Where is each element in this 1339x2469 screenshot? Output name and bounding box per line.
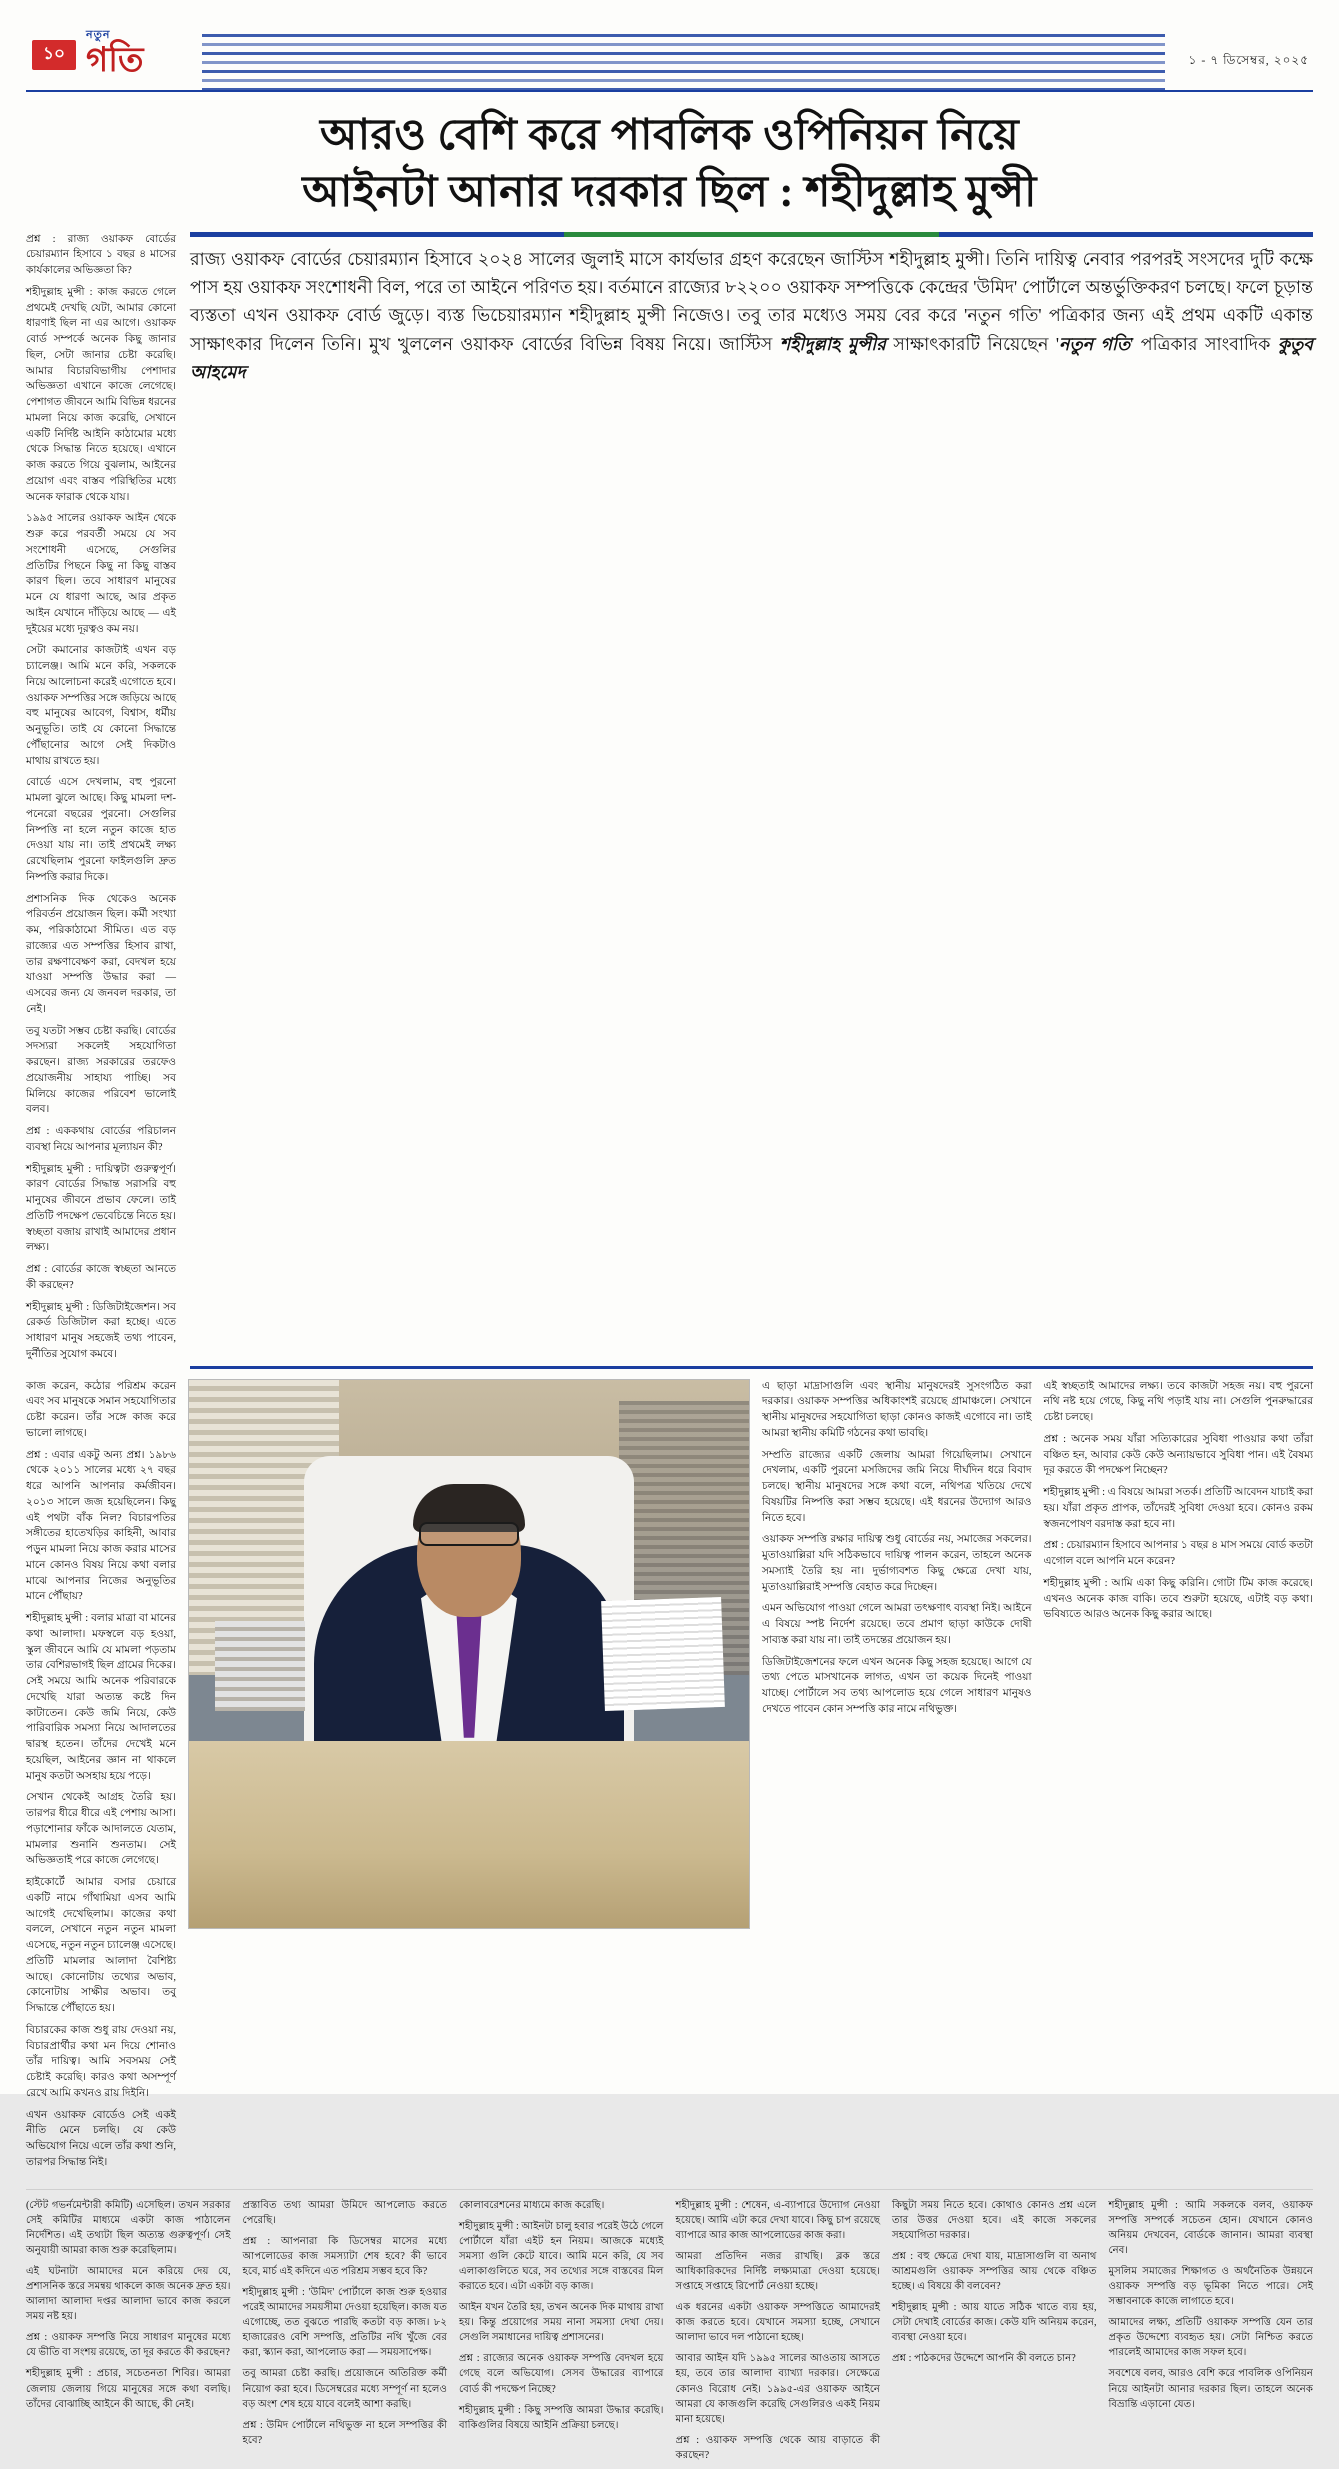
paragraph: এক ধরনের একটা ওয়াকফ সম্পত্তিতে আমাদেরই কাজ করতে হবে। যেখানে সমস্যা হচ্ছে, সেখানে আলাদা ভাবে দল পাঠানো হচ্ছে। — [676, 2300, 881, 2345]
paragraph: ওয়াকফ সম্পত্তি রক্ষার দায়িত্ব শুধু বোর্ডের নয়, সমাজের সকলের। মুতাওয়াল্লিরা যদি সঠিকভাবে দায়িত্ব পালন করেন, তাহলে অনেক সমস্যাই তৈরি হয় না। দুর্ভাগ্যবশত কিছু ক্ষেত্রে দেখা যায়, মুতাওয়াল্লিরাই সম্পত্তি বেহাত করে দিচ্ছেন। — [762, 1532, 1032, 1595]
paragraph: শহীদুল্লাহ মুন্সী : কিছু সম্পত্তি আমরা উদ্ধার করেছি। বাকিগুলির বিষয়ে আইনি প্রক্রিয়া চলছে। — [459, 2403, 664, 2433]
paragraph: শহীদুল্লাহ মুন্সী : প্রচার, সচেতনতা শিবির। আমরা জেলায় জেলায় গিয়ে মানুষের সঙ্গে কথা বলছি। তাঁদের বোঝাচ্ছি আইনে কী আছে, কী নেই। — [26, 2366, 231, 2411]
paragraph: প্রশ্ন : ওয়াকফ সম্পত্তি থেকে আয় বাড়াতে কী করছেন? — [676, 2433, 881, 2463]
paragraph: আমরা প্রতিদিন নজর রাখছি। ব্লক স্তরে আধিকারিকদের নির্দিষ্ট লক্ষ্যমাত্রা দেওয়া হয়েছে। সপ্তাহে সপ্তাহে রিপোর্ট নেওয়া হচ্ছে। — [676, 2249, 881, 2294]
paragraph: সম্প্রতি রাজ্যের একটি জেলায় আমরা গিয়েছিলাম। সেখানে দেখলাম, একটি পুরনো মসজিদের জমি নিয়ে দীর্ঘদিন ধরে বিবাদ চলছে। স্থানীয় মানুষদের সঙ্গে কথা বলে, নথিপত্র খতিয়ে দেখে বিষয়টির নিষ্পত্তি করা সম্ভব হয়েছে। এই ধরনের উদ্যোগ আরও নিতে হবে। — [762, 1448, 1032, 1527]
intro-text: রাজ্য ওয়াকফ বোর্ডের চেয়ারম্যান হিসাবে ২০২৪ সালের জুলাই মাসে কার্যভার গ্রহণ করেছেন জাস্টিস শহীদুল্লাহ মুন্সী। তিনি দায়িত্ব নেবার পরপরই সংসদের দুটি কক্ষে পাস হয় ওয়াকফ সংশোধনী বিল, পরে তা আইনে পরিণত হয়। বর্তমানে রাজ্যের ৮২২০০ ওয়াকফ সম্পত্তিকে কেন্দ্রের 'উমিদ' পোর্টালে অন্তর্ভুক্তিকরণ চলছে। ফলে চূড়ান্ত ব্যস্ততা এখন ওয়াকফ বোর্ড জুড়ে। ব্যস্ত ভিচেয়ারম্যান শহীদুল্লাহ মুন্সী নিজেও। তবু তার মধ্যেও সময় বের করে 'নতুন গতি' পত্রিকার জন্য এই প্রথম একটি একান্ত সাক্ষাৎকার দিলেন তিনি। মুখ খুললেন ওয়াকফ বোর্ডের বিভিন্ন বিষয় নিয়ে। জাস্টিস — [190, 249, 1313, 354]
paragraph: এ ছাড়া মাদ্রাসাগুলি এবং স্থানীয় মানুষদেরই সুসংগঠিত করা দরকার। ওয়াকফ সম্পত্তির অধিকাংশই রয়েছে গ্রামাঞ্চলে। সেখানে স্থানীয় মানুষদের সহযোগিতা ছাড়া কোনও কাজই এগোবে না। তাই আমরা স্থানীয় কমিটি গঠনের কথা ভাবছি। — [762, 1379, 1032, 1442]
paragraph: তবু আমরা চেষ্টা করছি। প্রয়োজনে অতিরিক্ত কর্মী নিয়োগ করা হবে। ডিসেম্বরের মধ্যে সম্পূর্ণ না হলেও বড় অংশ শেষ হয়ে যাবে বলেই আশা করছি। — [243, 2366, 448, 2411]
paragraph: প্রশ্ন : বোর্ডের কাজে স্বচ্ছতা আনতে কী করছেন? — [26, 1262, 176, 1294]
paragraph: সেখান থেকেই আগ্রহ তৈরি হয়। তারপর ধীরে ধীরে এই পেশায় আসা। পড়াশোনার ফাঁকে আদালতে যেতাম, মামলার শুনানি শুনতাম। সেই অভিজ্ঞতাই পরে কাজে লেগেছে। — [26, 1790, 176, 1869]
bottom-column-1 — [26, 2198, 231, 2469]
page-number-badge: ১০ — [32, 40, 76, 70]
paragraph: প্রস্তাবিত তথ্য আমরা উমিদে আপলোড করতে পেরেছি। — [243, 2198, 448, 2228]
masthead — [26, 18, 1313, 92]
newspaper-logo — [86, 30, 144, 77]
bottom-column-3 — [459, 2198, 664, 2469]
right-column-a — [762, 1379, 1032, 2177]
paragraph: (স্টেট গভর্নমেন্টারী কমিটি) এসেছিল। তখন সরকার সেই কমিটির মাধ্যমে একটা কাজ পাঠালেন নির্দেশিত। এই তথ্যটা ছিল অত্যন্ত গুরুত্বপূর্ণ। সেই অনুযায়ী আমরা কাজ শুরু করেছিলাম। — [26, 2198, 231, 2258]
paragraph: প্রশ্ন : উমিদ পোর্টালে নথিভুক্ত না হলে সম্পত্তির কী হবে? — [243, 2418, 448, 2448]
intro-emphasis-1: শহীদুল্লাহ মুন্সীর — [780, 334, 886, 354]
paragraph: তবু যতটা সম্ভব চেষ্টা করছি। বোর্ডের সদস্যরা সকলেই সহযোগিতা করছেন। রাজ্য সরকারের তরফেও প্রয়োজনীয় সাহায্য পাচ্ছি। সব মিলিয়ে কাজের পরিবেশ ভালোই বলব। — [26, 1024, 176, 1119]
mid-left-column — [26, 1379, 176, 2177]
paragraph: শহীদুল্লাহ মুন্সী : এ বিষয়ে আমরা সতর্ক। প্রতিটি আবেদন যাচাই করা হয়। যাঁরা প্রকৃত প্রাপক, তাঁদেরই সুবিধা দেওয়া হবে। কোনও রকম স্বজনপোষণ বরদাস্ত করা হবে না। — [1044, 1485, 1314, 1532]
paragraph: প্রশ্ন : বহু ক্ষেত্রে দেখা যায়, মাদ্রাসাগুলি বা অনাথ আশ্রমগুলি ওয়াকফ সম্পত্তির আয় থেকে বঞ্চিত হচ্ছে। এ বিষয়ে কী বলবেন? — [892, 2249, 1097, 2294]
paragraph: শহীদুল্লাহ মুন্সী : ডিজিটাইজেশন। সব রেকর্ড ডিজিটাল করা হচ্ছে। এতে সাধারণ মানুষ সহজেই তথ্য পাবেন, দুর্নীতির সুযোগ কমবে। — [26, 1300, 176, 1363]
paragraph: প্রশ্ন : রাজ্যের অনেক ওয়াকফ সম্পত্তি বেদখল হয়ে গেছে বলে অভিযোগ। সেসব উদ্ধারের ব্যাপারে বোর্ড কী পদক্ষেপ নিচ্ছে? — [459, 2351, 664, 2396]
paragraph: প্রশ্ন : আপনারা কি ডিসেম্বর মাসের মধ্যে আপলোডের কাজ সমস্যাটা শেষ হবে? কী ভাবে হবে, মার্চ এই কদিনে এত পরিশ্রম সম্ভব হবে কি? — [243, 2234, 448, 2279]
desk-surface — [189, 1741, 749, 1927]
paragraph: প্রশ্ন : এবার একটু অন্য প্রশ্ন। ১৯৮৬ থেকে ২০১১ সালের মধ্যে ২৭ বছর ধরে আপনি আপনার কর্মজীবন। ২০১৩ সালে জজ হয়েছিলেন। কিছু এই পথটা বাঁক নিল? বিচারপতির সঙ্গীতের হাতেখড়ির কাহিনী, আবার পড়ুন মামলা নিয়ে কাজ করার মাসের মানে কোনও বিষয় নিয়ে কথা বলার মাঝে আপনার নিজের অনুভূতির মানে পৌঁছায়? — [26, 1448, 176, 1606]
paragraph: আবার আইন যদি ১৯৯৫ সালের আওতায় আসতে হয়, তবে তার আলাদা ব্যাখ্যা দরকার। সেক্ষেত্রে কোনও বিরোধ নেই। ১৯৯৫-এর ওয়াকফ আইনে আমরা যে কাজগুলি করেছি সেগুলিরও একই নিয়ম মানা হয়েছে। — [676, 2351, 881, 2426]
logo-kicker: নতুন — [86, 30, 144, 41]
bottom-columns — [26, 2189, 1313, 2469]
paragraph: বিচারকের কাজ শুধু রায় দেওয়া নয়, বিচারপ্রার্থীর কথা মন দিয়ে শোনাও তাঁর দায়িত্ব। আমি সবসময় সেই চেষ্টাই করেছি। কারও কথা অসম্পূর্ণ রেখে আমি কখনও রায় দিইনি। — [26, 2023, 176, 2102]
mid-region — [26, 1379, 1313, 2177]
paragraph: ১৯৯৫ সালের ওয়াকফ আইন থেকে শুরু করে পরবর্তী সময়ে যে সব সংশোধনী এসেছে, সেগুলির প্রতিটির পিছনে কিছু না কিছু বাস্তব কারণ ছিল। তবে সাধারণ মানুষের মনে যে ধারণা আছে, আর প্রকৃত আইন যেখানে দাঁড়িয়ে আছে — এই দুইয়ের মধ্যে দূরত্বও কম নয়। — [26, 511, 176, 637]
paragraph: প্রশাসনিক দিক থেকেও অনেক পরিবর্তন প্রয়োজন ছিল। কর্মী সংখ্যা কম, পরিকাঠামো সীমিত। এত বড় রাজ্যের এত সম্পত্তির হিসাব রাখা, তার রক্ষণাবেক্ষণ করা, বেদখল হয়ে যাওয়া সম্পত্তি উদ্ধার করা — এসবের জন্য যে জনবল দরকার, তা নেই। — [26, 892, 176, 1018]
top-block — [26, 232, 1313, 1369]
paragraph: শহীদুল্লাহ মুন্সী : বলার মাত্রা বা মানের কথা আলাদা। মফস্বলে বড় হওয়া, স্কুল জীবনে আমি যে মামলা পড়তাম তার বেশিরভাগই ছিল গ্রামের দিকের। সেই সময়ে আমি অনেক পরিবারকে দেখেছি যারা অত্যন্ত কষ্টে দিন কাটাতেন। কেউ জমি নিয়ে, কেউ পারিবারিক সমস্যা নিয়ে আদালতের দ্বারস্থ হতেন। তাঁদের দেখেই মনে হয়েছিল, আইনের জ্ঞান না থাকলে মানুষ কতটা অসহায় হয়ে পড়ে। — [26, 1611, 176, 1784]
intro-text-3: ' পত্রিকার সাংবাদিক — [1130, 334, 1278, 354]
paragraph: আইন যখন তৈরি হয়, তখন অনেক দিক মাথায় রাখা হয়। কিন্তু প্রয়োগের সময় নানা সমস্যা দেখা দেয়। সেগুলি সমাধানের দায়িত্ব প্রশাসনের। — [459, 2300, 664, 2345]
paragraph: কিছুটা সময় নিতে হবে। কোথাও কোনও প্রশ্ন এলে তার উত্তর দেওয়া হবে। এই কাজে সকলের সহযোগিতা দরকার। — [892, 2198, 1097, 2243]
headline-line-1: আরও বেশি করে পাবলিক ওপিনিয়ন নিয়ে — [320, 112, 1019, 159]
paragraph: প্রশ্ন : অনেক সময় যাঁরা সত্যিকারের সুবিধা পাওয়ার কথা তাঁরা বঞ্চিত হন, আবার কেউ কেউ অন্যায়ভাবে সুবিধা পান। এই বৈষম্য দূর করতে কী পদক্ষেপ নিচ্ছেন? — [1044, 1432, 1314, 1479]
paragraph: এই স্বচ্ছতাই আমাদের লক্ষ্য। তবে কাজটা সহজ নয়। বহু পুরনো নথি নষ্ট হয়ে গেছে, কিছু নথি পড়াই যায় না। সেগুলি পুনরুদ্ধারের চেষ্টা চলছে। — [1044, 1379, 1314, 1426]
paragraph: শহীদুল্লাহ মুন্সী : দায়িত্বটা গুরুত্বপূর্ণ। কারণ বোর্ডের সিদ্ধান্ত সরাসরি বহু মানুষের জীবনে প্রভাব ফেলে। তাই প্রতিটি পদক্ষেপ ভেবেচিন্তে নিতে হয়। স্বচ্ছতা বজায় রাখাই আমাদের প্রধান লক্ষ্য। — [26, 1162, 176, 1257]
interview-photo — [188, 1379, 750, 1929]
paragraph: এখন ওয়াকফ বোর্ডেও সেই একই নীতি মেনে চলছি। যে কেউ অভিযোগ নিয়ে এলে তাঁর কথা শুনি, তারপর সিদ্ধান্ত নিই। — [26, 2108, 176, 2171]
paragraph: শহীদুল্লাহ মুন্সী : আমি সকলকে বলব, ওয়াকফ সম্পত্তি সম্পর্কে সচেতন হোন। যেখানে কোনও অনিয়ম দেখবেন, বোর্ডকে জানান। আমরা ব্যবস্থা নেব। — [1109, 2198, 1314, 2258]
dateline: ১ - ৭ ডিসেম্বর, ২০২৫ — [1189, 52, 1309, 72]
paragraph: হাইকোর্টে আমার বসার চেয়ারে একটি নামে গাঁথামিয়া এসব আমি আগেই দেখেছিলাম। কাজের কথা বললে, সেখানে নতুন নতুন মামলা এসেছে, নতুন নতুন চ্যালেঞ্জ এসেছে। প্রতিটি মামলার আলাদা বৈশিষ্ট্য আছে। কোনোটায় তথ্যের অভাব, কোনোটায় সাক্ষীর অভাব। তবু সিদ্ধান্তে পৌঁছাতে হয়। — [26, 1875, 176, 2017]
intro-standfirst — [190, 232, 1313, 1369]
paragraph: শহীদুল্লাহ মুন্সী : আইনটা চালু হবার পরেই উঠে গেলে পোর্টালে যাঁরা এইট হন নিয়ম। আজকে মধ্যেই সমস্যা গুলি কেটে যাবে। আমি মনে করি, যে সব এলাকাগুলিতে ঘরে, সব তথ্যের সঙ্গে বাস্তবের মিল করাতে হবে। এটা একটা বড় কাজ। — [459, 2219, 664, 2294]
intro-emphasis-3: কুতুব আহমেদ — [190, 334, 1313, 382]
bottom-column-6 — [1109, 2198, 1314, 2469]
paragraph: কোলাবরেশনের মাধ্যমে কাজ করেছি। — [459, 2198, 664, 2213]
right-columns-wrap — [762, 1379, 1313, 2177]
paragraph: আমাদের লক্ষ্য, প্রতিটি ওয়াকফ সম্পত্তি যেন তার প্রকৃত উদ্দেশ্যে ব্যবহৃত হয়। সেটা নিশ্চিত করতে পারলেই আমাদের কাজ সফল হবে। — [1109, 2315, 1314, 2360]
left-column-top — [26, 232, 176, 1369]
paper-stack — [601, 1597, 725, 1711]
paragraph: এমন অভিযোগ পাওয়া গেলে আমরা তৎক্ষণাৎ ব্যবস্থা নিই। আইনে এ বিষয়ে স্পষ্ট নির্দেশ রয়েছে। তবে প্রমাণ ছাড়া কাউকে দোষী সাব্যস্ত করা যায় না। তাই তদন্তের প্রয়োজন হয়। — [762, 1601, 1032, 1648]
bottom-column-5 — [892, 2198, 1097, 2469]
paragraph: প্রশ্ন : রাজ্য ওয়াকফ বোর্ডের চেয়ারম্যান হিসাবে ১ বছর ৪ মাসের কার্যকালের অভিজ্ঞতা কি? — [26, 232, 176, 279]
bottom-column-2 — [243, 2198, 448, 2469]
logo-wordmark: গতি — [86, 43, 144, 77]
paragraph: বোর্ডে এসে দেখলাম, বহু পুরনো মামলা ঝুলে আছে। কিছু মামলা দশ-পনেরো বছরের পুরনো। সেগুলির নিষ্পত্তি না হলে নতুন কাজে হাত দেওয়া যায় না। তাই প্রথমেই লক্ষ্য রেখেছিলাম পুরনো ফাইলগুলি দ্রুত নিষ্পত্তি করার দিকে। — [26, 775, 176, 885]
paragraph: ডিজিটাইজেশনের ফলে এখন অনেক কিছু সহজ হয়েছে। আগে যে তথ্য পেতে মাসখানেক লাগত, এখন তা কয়েক দিনেই পাওয়া যাচ্ছে। পোর্টালে সব তথ্য আপলোড হয়ে গেলে সাধারণ মানুষও দেখতে পাবেন কোন সম্পত্তি কার নামে নথিভুক্ত। — [762, 1655, 1032, 1718]
paragraph: শহীদুল্লাহ মুন্সী : শেষেন, এ-ব্যাপারে উদ্যোগ নেওয়া হয়েছে। আমি এটা করে দেখা যাবে। কিছু চাপ রয়েছে ব্যাপারে আর কাজ আপলোডের কাজ করা। — [676, 2198, 881, 2243]
bottom-column-4 — [676, 2198, 881, 2469]
glasses-icon — [419, 1522, 519, 1546]
paragraph: শহীদুল্লাহ মুন্সী : কাজ করতে গেলে প্রথমেই দেখছি যেটা, আমার কোনো ধারণাই ছিল না এর আগে। ওয়াকফ বোর্ড সম্পর্কে অনেক কিছু জানার ছিল, সেটা জানার চেষ্টা করেছি। আমার বিচারবিভাগীয় পেশাদার অভিজ্ঞতা এখানে কাজে লেগেছে। পেশাগত জীবনে আমি বিভিন্ন ধরনের মামলা নিয়ে কাজ করেছি, সেখানে একটি নির্দিষ্ট আইনি কাঠামোর মধ্যে থেকে সিদ্ধান্ত নিতে হয়েছে। এখানে কাজ করতে গিয়ে বুঝলাম, আইনের প্রয়োগ এবং বাস্তব পরিস্থিতির মধ্যে অনেক ফারাক থেকে যায়। — [26, 285, 176, 506]
book-stack — [215, 1621, 305, 1711]
paragraph: শহীদুল্লাহ মুন্সী : আয় যাতে সঠিক খাতে ব্যয় হয়, সেটা দেখাই বোর্ডের কাজ। কেউ যদি অনিয়ম করেন, ব্যবস্থা নেওয়া হবে। — [892, 2300, 1097, 2345]
paragraph: প্রশ্ন : ওয়াকফ সম্পত্তি নিয়ে সাধারণ মানুষের মধ্যে যে ভীতি বা সংশয় রয়েছে, তা দূর করতে কী করছেন? — [26, 2330, 231, 2360]
paragraph: সেটা কমানোর কাজটাই এখন বড় চ্যালেঞ্জ। আমি মনে করি, সকলকে নিয়ে আলোচনা করেই এগোতে হবে। ওয়াকফ সম্পত্তির সঙ্গে জড়িয়ে আছে বহু মানুষের আবেগ, বিশ্বাস, ধর্মীয় অনুভূতি। তাই যে কোনো সিদ্ধান্তে পৌঁছানোর আগে সেই দিকটাও মাথায় রাখতে হয়। — [26, 643, 176, 769]
paragraph: শহীদুল্লাহ মুন্সী : আমি একা কিছু করিনি। গোটা টিম কাজ করেছে। এখনও অনেক কাজ বাকি। তবে শুরুটা হয়েছে, এটাই বড় কথা। ভবিষ্যতে আরও অনেক কিছু করার আছে। — [1044, 1576, 1314, 1623]
masthead-rules — [202, 34, 1165, 97]
right-column-b — [1044, 1379, 1314, 2177]
headline-line-2: আইনটা আনার দরকার ছিল : শহীদুল্লাহ মুন্সী — [36, 165, 1303, 222]
paragraph: প্রশ্ন : এককথায় বোর্ডের পরিচালন ব্যবস্থা নিয়ে আপনার মূল্যায়ন কী? — [26, 1124, 176, 1156]
paragraph: প্রশ্ন : চেয়ারম্যান হিসাবে আপনার ১ বছর ৪ মাস সময়ে বোর্ড কতটা এগোল বলে আপনি মনে করেন? — [1044, 1538, 1314, 1570]
intro-text-2: সাক্ষাৎকারটি নিয়েছেন ' — [886, 334, 1059, 354]
page-title — [36, 108, 1303, 222]
paragraph: মুসলিম সমাজের শিক্ষাগত ও অর্থনৈতিক উন্নয়নে ওয়াকফ সম্পত্তি বড় ভূমিকা নিতে পারে। সেই সম্ভাবনাকে কাজে লাগাতে হবে। — [1109, 2264, 1314, 2309]
paragraph: প্রশ্ন : পাঠকদের উদ্দেশে আপনি কী বলতে চান? — [892, 2351, 1097, 2366]
intro-accent-rules — [190, 232, 1313, 237]
paragraph: শহীদুল্লাহ মুন্সী : 'উমিদ' পোর্টালে কাজ শুরু হওয়ার পরেই আমাদের সময়সীমা দেওয়া হয়েছিল। কাজ যত এগোচ্ছে, তত বুঝতে পারছি কতটা বড় কাজ। ৮২ হাজারেরও বেশি সম্পত্তি, প্রতিটির নথি খুঁজে বের করা, স্ক্যান করা, আপলোড করা — সময়সাপেক্ষ। — [243, 2285, 448, 2360]
paragraph: এই ঘটনাটা আমাদের মনে করিয়ে দেয় যে, প্রশাসনিক স্তরে সমন্বয় থাকলে কাজ অনেক দ্রুত হয়। আলাদা আলাদা দপ্তর আলাদা ভাবে কাজ করলে সময় নষ্ট হয়। — [26, 2264, 231, 2324]
paragraph: কাজ করেন, কঠোর পরিশ্রম করেন এবং সব মানুষকে সমান সহযোগিতার চেষ্টা করেন। তাঁর সঙ্গে কাজ করে ভালো লাগছে। — [26, 1379, 176, 1442]
paragraph: সবশেষে বলব, আরও বেশি করে পাবলিক ওপিনিয়ন নিয়ে আইনটা আনার দরকার ছিল। তাহলে অনেক বিভ্রান্তি এড়ানো যেত। — [1109, 2366, 1314, 2411]
intro-emphasis-2: নতুন গতি — [1059, 334, 1130, 354]
